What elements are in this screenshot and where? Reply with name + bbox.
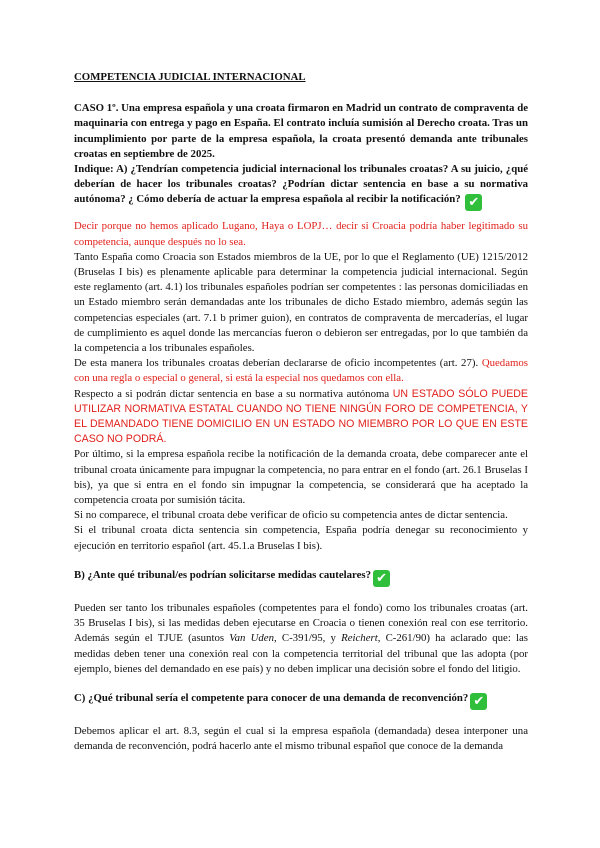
paragraph-b: Pueden ser tanto los tribunales españoles (competentes para el fondo) como los tribunales croatas (art. 35 Bruselas I bis), si las medidas deben ejecutarse en Croacia o tienen conexión real con ese territorio. Además según el TJUE (asuntos Van Uden, C-391/95, y Reichert, C-261/90) ha aclarado que: las medidas deben tener una conexión real con la competencia territorial del tribunal que las adopta (por ejemplo, bienes del demandado en ese país) y no deben implicar una decisión sobre el fondo del litigio.: [74, 601, 529, 675]
question-b: B) ¿Ante qué tribunal/es podrían solicitarse medidas cautelares? ✔: [74, 568, 528, 587]
question-c: C) ¿Qué tribunal sería el competente para conocer de una demanda de reconvención? ✔: [74, 691, 528, 710]
paragraph-6: Si el tribunal croata dicta sentencia sin competencia, España podría denegar su reconocimiento y ejecución en territorio español (art. 45.1.a Bruselas I bis).: [74, 524, 528, 552]
paragraph-2: De esta manera los tribunales croatas deberían declararse de oficio incompetentes (art. 27). Quedamos con una regla o especial o general, si está la especial nos quedamos con ella.: [74, 357, 528, 385]
question-a: Indique: A) ¿Tendrían competencia judicial internacional los tribunales croatas? A su juicio, ¿qué deberían de hacer los tribunales croatas? ¿Podrían dictar sentencia en base a su normativa autónoma? ¿ Cómo debería de actuar la empresa española al recibir la notificación? ✔: [74, 163, 528, 211]
paragraph-5: Si no comparece, el tribunal croata debe verificar de oficio su competencia antes de dictar sentencia.: [74, 509, 508, 522]
paragraph-1: Tanto España como Croacia son Estados miembros de la UE, por lo que el Reglamento (UE) 1215/2012 (Bruselas I bis) es plenamente aplicable para determinar la competencia judicial internacional. Según este reglamento (art. 4.1) los tribunales españoles podrían ser competentes : las personas domiciliadas en un Estado miembro serán demandadas ante los tribunales de dicho Estado miembro, además según las competencias especiales (art. 7.1 b primer guion), en contratos de compraventa de mercaderías, el lugar de cumplimiento es aquel donde las mercancías fueron o debieron ser entregadas, por lo que también da la competencia a los tribunales españoles.: [74, 250, 528, 355]
paragraph-3: Respecto a si podrán dictar sentencia en base a su normativa autónoma UN ESTADO SÓLO PUEDE UTILIZAR NORMATIVA ESTATAL CUANDO NO TIENE NINGÚN FORO DE COMPETENCIA, Y EL DEMANDADO TIENE DOMICILIO EN UN ESTADO NO MIEMBRO POR LO QUE EN ESTE CASO NO PODRÁ.: [74, 387, 528, 446]
case-heading: CASO 1º. Una empresa española y una croata firmaron en Madrid un contrato de compraventa de maquinaria con entrega y pago en España. El contrato incluía sumisión al Derecho croata. Tras un incumplimiento por parte de la empresa española, la croata presentó demanda ante tribunales croatas en septiembre de 2025.: [74, 102, 528, 160]
check-mark-icon: ✔: [470, 693, 487, 710]
check-mark-icon: ✔: [373, 570, 390, 587]
red-note: Decir porque no hemos aplicado Lugano, Haya o LOPJ… decir si Croacia podría haber legitimado su competencia, aunque después no lo sea.: [74, 220, 528, 248]
check-mark-icon: ✔: [465, 194, 482, 211]
paragraph-4: Por último, si la empresa española recibe la notificación de la demanda croata, debe comparecer ante el tribunal croata únicamente para impugnar la competencia, no para entrar en el fondo (art. 26.1 Bruselas I bis), ya que si entra en el fondo sin impugnar la competencia, se considerará que ha aceptado la competencia croata por sumisión tácita.: [74, 448, 528, 507]
paragraph-c: Debemos aplicar el art. 8.3, según el cual si la empresa española (demandada) desea interponer una demanda de reconvención, podrá hacerlo ante el mismo tribunal español que conoce de la demanda: [74, 724, 528, 753]
document-title: COMPETENCIA JUDICIAL INTERNACIONAL: [74, 71, 306, 83]
document-page: [74, 70, 528, 754]
